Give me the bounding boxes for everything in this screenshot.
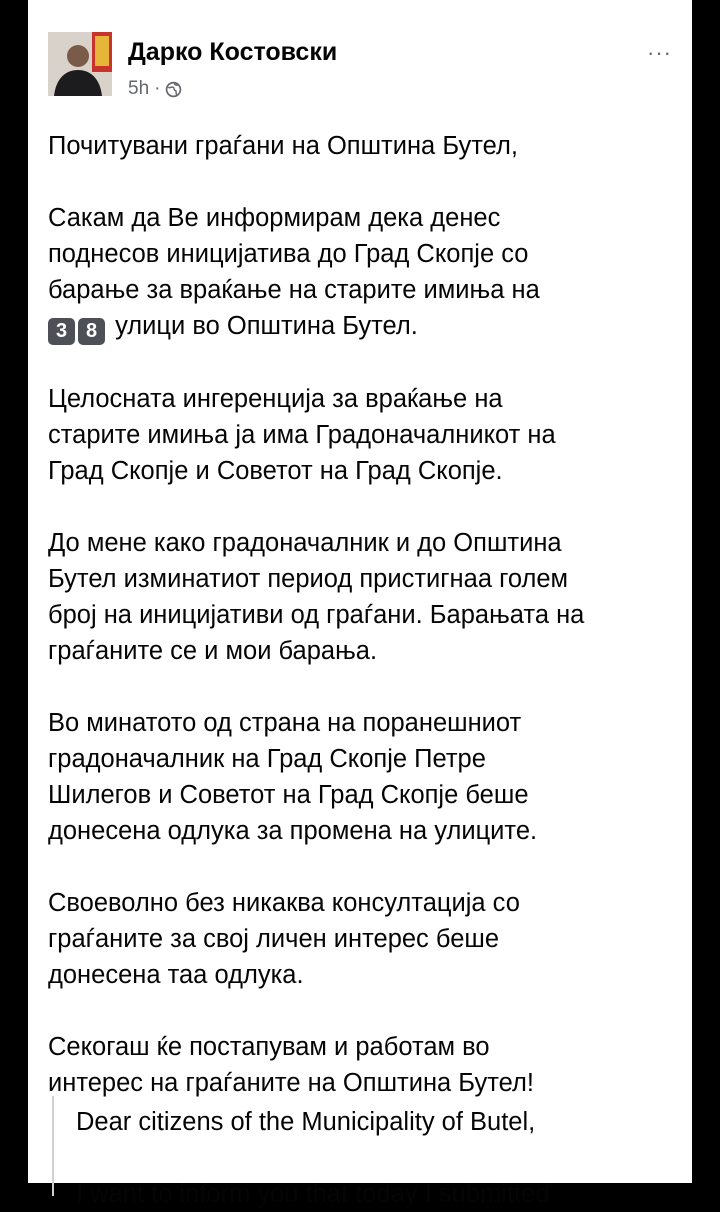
post-header xyxy=(48,30,672,110)
post-body xyxy=(48,128,672,1101)
globe-icon xyxy=(165,81,182,98)
author-name[interactable]: Дарко Костовски xyxy=(128,38,338,66)
avatar[interactable] xyxy=(48,32,112,96)
post-card xyxy=(28,0,692,1208)
paragraph-past-decision: Во минатото од страна на поранешниот градоначалник на Град Скопје Петре Шилегов и Советот на Град Скопје беше донесена одлука за промена на улиците. xyxy=(48,709,538,845)
paragraph-arbitrary: Своеволно без никаква консултација со граѓаните за свој личен интерес беше донесена таа одлука. xyxy=(48,889,520,989)
meta-separator: · xyxy=(154,78,161,99)
paragraph-initiatives: До мене како градоначалник и до Општина Бутел изминатиот период пристигнаа голем број на иницијативи од граѓани. Барањата на граѓаните се и мои барања. xyxy=(48,529,585,665)
paragraph-closing: Секогаш ќе постапувам и работам во интерес на граѓаните на Општина Бутел! xyxy=(48,1033,534,1097)
paragraph-jurisdiction: Целосната ингеренција за враќање на старите имиња ја има Градоначалникот на Град Скопје и Советот на Град Скопје. xyxy=(48,385,556,485)
translation-cut-line: I want to inform you that today I submitted xyxy=(76,1180,550,1208)
post-time[interactable]: 5h xyxy=(128,78,150,99)
streets-count-line: 3 8 улици во Општина Бутел. xyxy=(48,308,672,345)
more-dots-icon[interactable]: ··· xyxy=(647,40,672,65)
translation-first-line: Dear citizens of the Municipality of Butel, xyxy=(76,1108,536,1136)
post-meta xyxy=(128,78,182,100)
keycap-digit-3: 3 xyxy=(48,318,75,345)
paragraph-initiative: Сакам да Ве информирам дека денес поднесов иницијатива до Град Скопје со барање за враќање на старите имиња на 3 8 улици во Општина Бутел. xyxy=(48,200,672,345)
translation-quote xyxy=(52,1096,674,1208)
paragraph-greeting: Почитувани граѓани на Општина Бутел, xyxy=(48,132,518,160)
keycap-digit-8: 8 xyxy=(78,318,105,345)
